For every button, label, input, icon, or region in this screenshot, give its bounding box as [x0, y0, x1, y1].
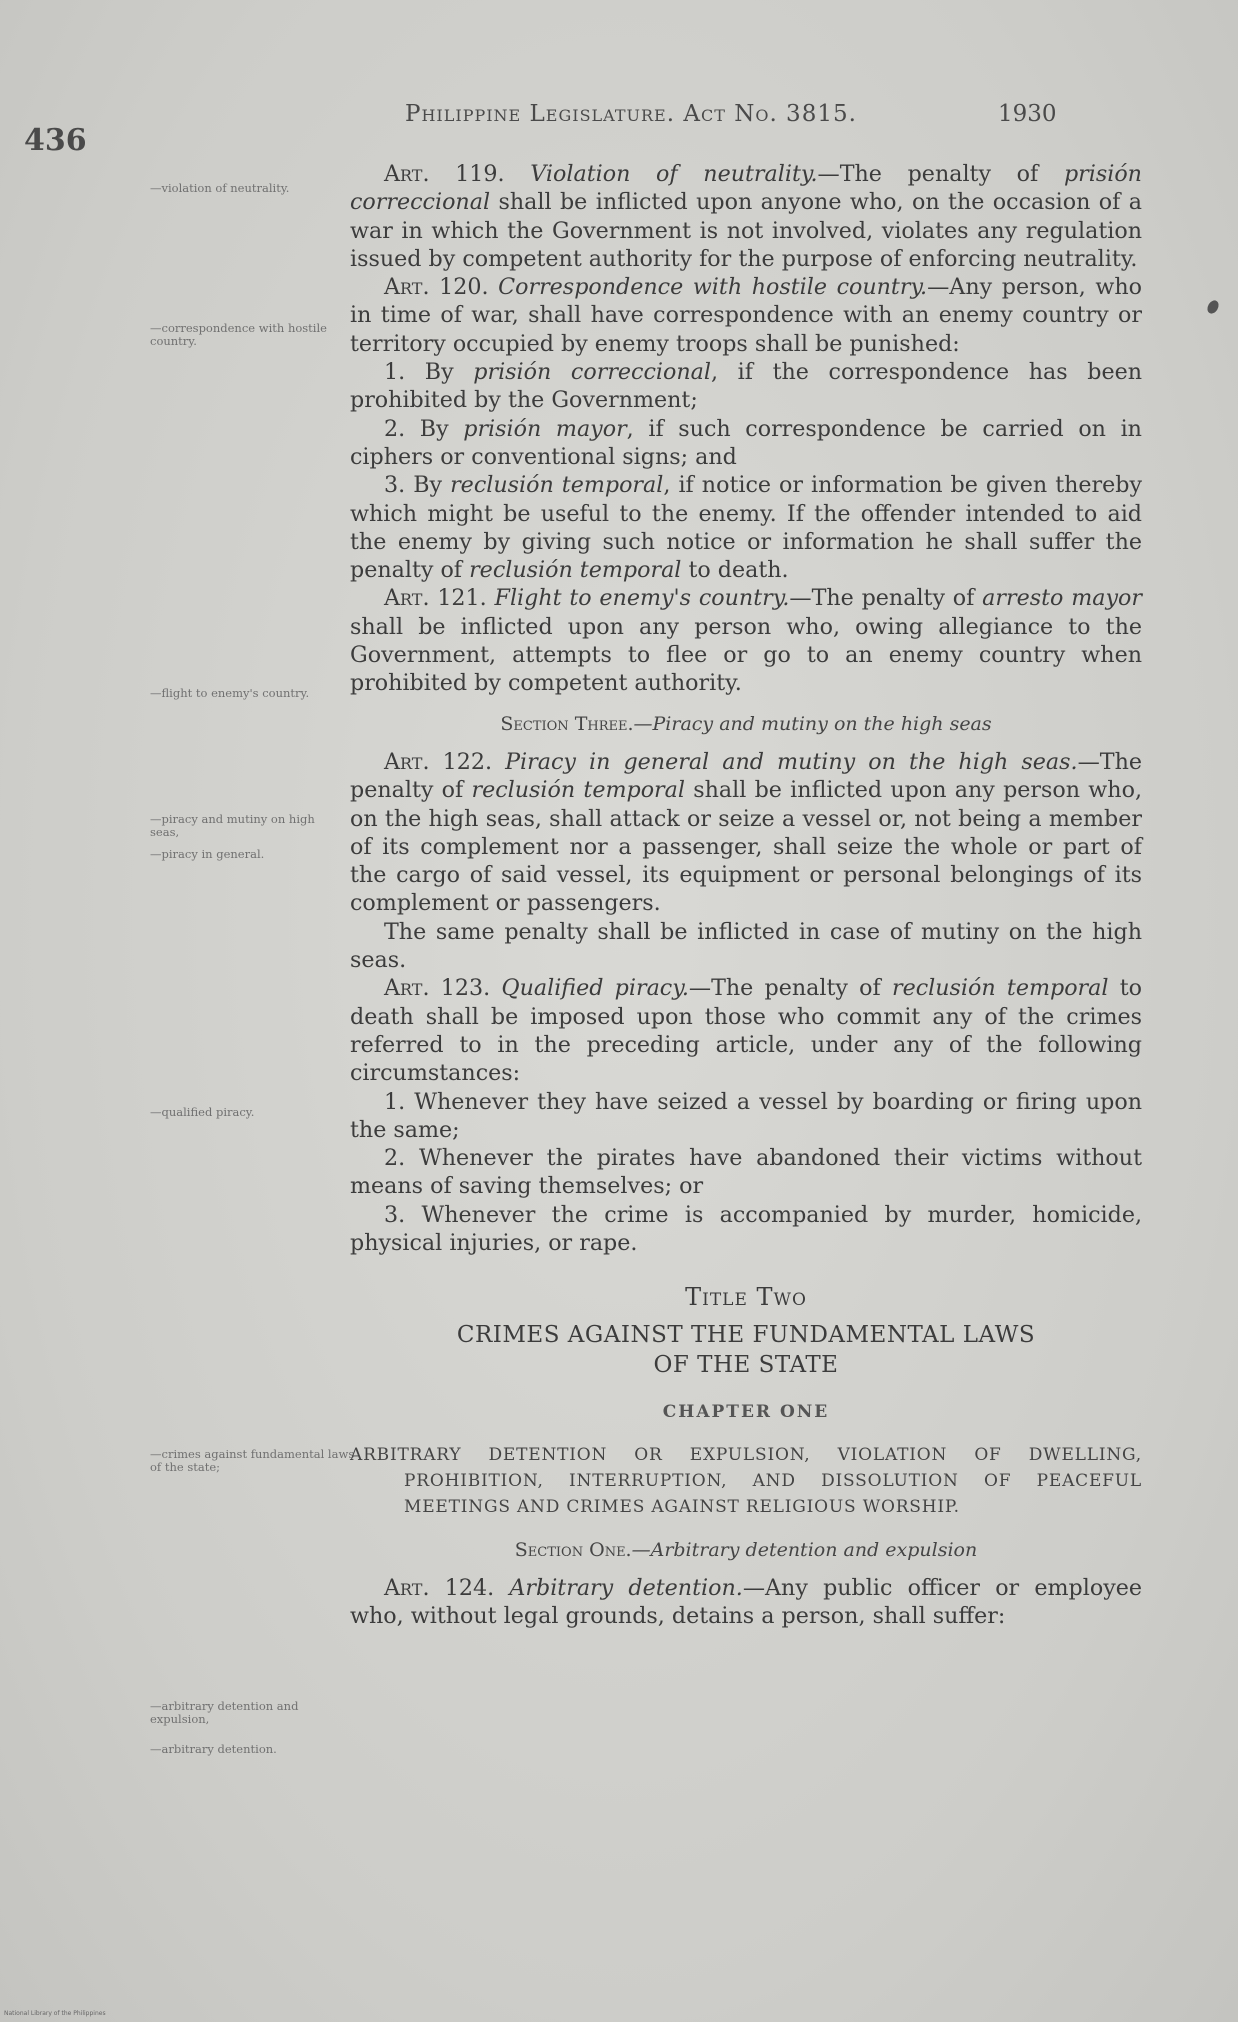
article-119 [350, 160, 1142, 273]
article-text: —The penalty of [817, 161, 1064, 187]
title-name-line: CRIMES AGAINST THE FUNDAMENTAL LAWS [456, 1321, 1036, 1348]
chapter-heading: CHAPTER ONE [662, 1401, 830, 1422]
penalty-term: prisión mayor [463, 415, 627, 442]
list-item: 1. Whenever they have seized a vessel by boarding or firing upon the same; [350, 1088, 1142, 1143]
article-heading: Violation of neutrality. [530, 161, 818, 187]
margin-note: —qualified piracy. [150, 1105, 255, 1119]
article-label: Art. 123. [384, 975, 491, 1002]
item-text: , if such correspondence be carried on in ciphers or conventional signs; and [350, 415, 1142, 470]
page-speck [1205, 298, 1221, 315]
article-heading: Piracy in general and mutiny on the high seas. [505, 748, 1078, 775]
paragraph: The same penalty shall be inflicted in case of mutiny on the high seas. [350, 918, 1142, 974]
article-text: —The penalty of [350, 748, 1142, 804]
penalty-term: prisión correccional [473, 359, 711, 386]
penalty-term: reclusión temporal [450, 472, 664, 499]
margin-note: —correspondence with hostile country. [150, 321, 327, 348]
margin-note: —flight to enemy's country. [150, 686, 310, 700]
article-heading: Arbitrary detention. [509, 1575, 743, 1602]
margin-note: —crimes against fundamental laws of the state; [150, 1447, 355, 1474]
margin-note: —arbitrary detention. [150, 1742, 277, 1756]
article-text: to death shall be imposed upon those who commit any of the crimes referred to in the preceding article, under any of the following circumstances: [350, 975, 1142, 1087]
item-text: , if the correspondence has been prohibited by the Government; [350, 359, 1142, 414]
margin-note: —piracy in general. [150, 847, 265, 861]
article-text: —The penalty of [789, 585, 983, 612]
item-text: , if notice or information be given thereby which might be useful to the enemy. If the offender intended to aid the enemy by giving such notice or information he shall suffer the penalty of [350, 472, 1142, 584]
penalty-term: arresto mayor [982, 585, 1142, 612]
title-heading: Title Two [685, 1283, 807, 1312]
item-text: 3. By [384, 472, 451, 499]
header-year: 1930 [998, 101, 1057, 127]
article-120 [350, 273, 1142, 358]
running-title: Philippine Legislature. Act No. 3815. [405, 101, 857, 127]
article-text: —Any person, who in time of war, shall have correspondence with an enemy country or territory occupied by enemy troops shall be punished: [350, 274, 1143, 357]
section-title: —Arbitrary detention and expulsion [631, 1538, 978, 1561]
item-text: 1. By [384, 359, 474, 386]
page-header [0, 95, 1238, 158]
list-item [350, 471, 1142, 584]
section-heading [350, 710, 1142, 738]
list-item [350, 415, 1142, 472]
chapter-title: ARBITRARY DETENTION OR EXPULSION, VIOLATION OF DWELLING, PROHIBITION, INTERRUPTION, AND DISSOLUTION OF PEACEFUL MEETINGS AND CRIMES AGAINST RELIGIOUS WORSHIP. [350, 1444, 1142, 1517]
margin-note: —violation of neutrality. [150, 181, 290, 195]
section-heading [350, 1536, 1142, 1564]
article-label: Art. 119. [384, 161, 505, 187]
archive-footer: National Library of the Philippines [4, 2010, 106, 2017]
article-text: —The penalty of [688, 975, 892, 1002]
article-heading: Correspondence with hostile country. [498, 274, 928, 301]
article-heading: Qualified piracy. [501, 975, 689, 1002]
article-124 [350, 1574, 1142, 1631]
section-label: Section Three. [500, 712, 634, 735]
article-text: shall be inflicted upon anyone who, on the occasion of a war in which the Government is not involved, violates any regulation issued by competent authority for the purpose of enforcing neutrality. [350, 189, 1142, 272]
penalty-term: reclusión temporal [469, 557, 682, 584]
margin-note: —piracy and mutiny on high seas, [150, 812, 315, 839]
article-122 [350, 748, 1142, 918]
penalty-term: prisión correccional [350, 161, 1142, 216]
section-label: Section One. [514, 1538, 632, 1561]
article-121 [350, 584, 1142, 697]
article-123 [350, 974, 1142, 1087]
item-text: 2. By [384, 415, 464, 442]
list-item: 2. Whenever the pirates have abandoned their victims without means of saving themselves; or [350, 1145, 1142, 1200]
list-item [350, 358, 1142, 415]
section-title: —Piracy and mutiny on the high seas [633, 712, 992, 735]
article-label: Art. 122. [384, 748, 492, 775]
penalty-term: reclusión temporal [471, 777, 685, 804]
article-text: shall be inflicted upon any person who, owing allegiance to the Government, attempts to flee or go to an enemy country when prohibited by competent authority. [350, 613, 1142, 697]
article-text: shall be inflicted upon any person who, on the high seas, shall attack or seize a vessel or, not being a member of its complement nor a passenger, shall seize the whole or part of the cargo of said vessel, its equipment or personal belongings of its complement or passengers. [350, 777, 1143, 917]
list-item: 3. Whenever the crime is accompanied by murder, homicide, physical injuries, or rape. [350, 1201, 1142, 1256]
body-text [350, 160, 1142, 1631]
article-label: Art. 124. [384, 1575, 495, 1602]
article-text: —Any public officer or employee who, without legal grounds, detains a person, shall suffer: [350, 1575, 1143, 1630]
penalty-term: reclusión temporal [891, 975, 1109, 1002]
article-label: Art. 121. [384, 585, 487, 612]
title-name-line: OF THE STATE [653, 1351, 839, 1378]
article-heading: Flight to enemy's country. [494, 585, 790, 612]
article-label: Art. 120. [384, 274, 489, 301]
margin-note: —arbitrary detention and expulsion, [150, 1699, 299, 1726]
page-number: 436 [24, 123, 87, 158]
item-text: to death. [681, 557, 789, 584]
